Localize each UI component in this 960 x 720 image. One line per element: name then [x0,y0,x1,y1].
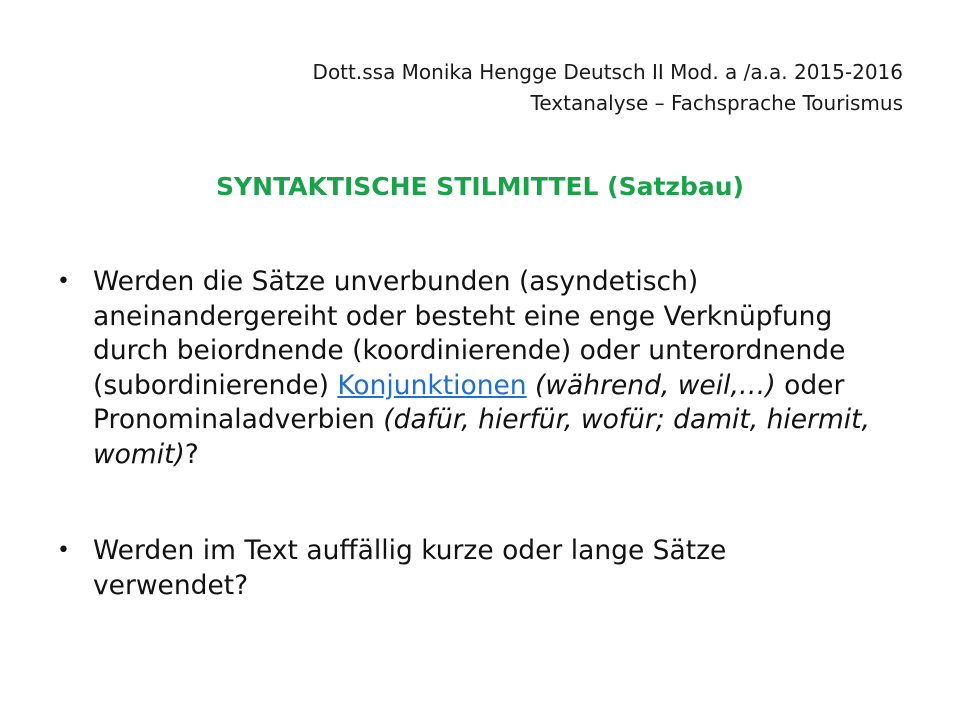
header-line-course: Dott.ssa Monika Hengge Deutsch II Mod. a /a.a. 2015-2016 [312,60,903,84]
bullet-text: Werden im Text auffällig kurze oder lange Sätze verwendet? [93,535,727,601]
bullet-item-sentence-length [55,534,885,603]
bullet-item-conjunctions [55,265,885,472]
bullet-list [55,265,885,603]
bullet-text-part: oder Pronominaladverbien [93,369,845,435]
header-line-topic: Textanalyse – Fachsprache Tourismus [530,91,903,115]
bullet-text-part: Werden die Sätze unverbunden (asyndetisch) aneinandergereiht oder besteht eine enge Verknüpfung durch beiordnende (koordinierende) oder unterordnende (subordinierende) [93,266,846,401]
konjunktionen-link[interactable]: Konjunktionen [337,369,527,401]
pronominal-adverb-examples: (dafür, hierfür, wofür; damit, hiermit, womit) [93,404,870,470]
slide-title: SYNTAKTISCHE STILMITTEL (Satzbau) [216,172,744,201]
bullet-dot-icon: • [57,269,70,294]
bullet-text-part: ? [184,438,199,470]
slide-header [313,57,903,119]
bullet-dot-icon: • [57,538,70,563]
conjunction-examples: (während, weil,…) [535,369,776,401]
